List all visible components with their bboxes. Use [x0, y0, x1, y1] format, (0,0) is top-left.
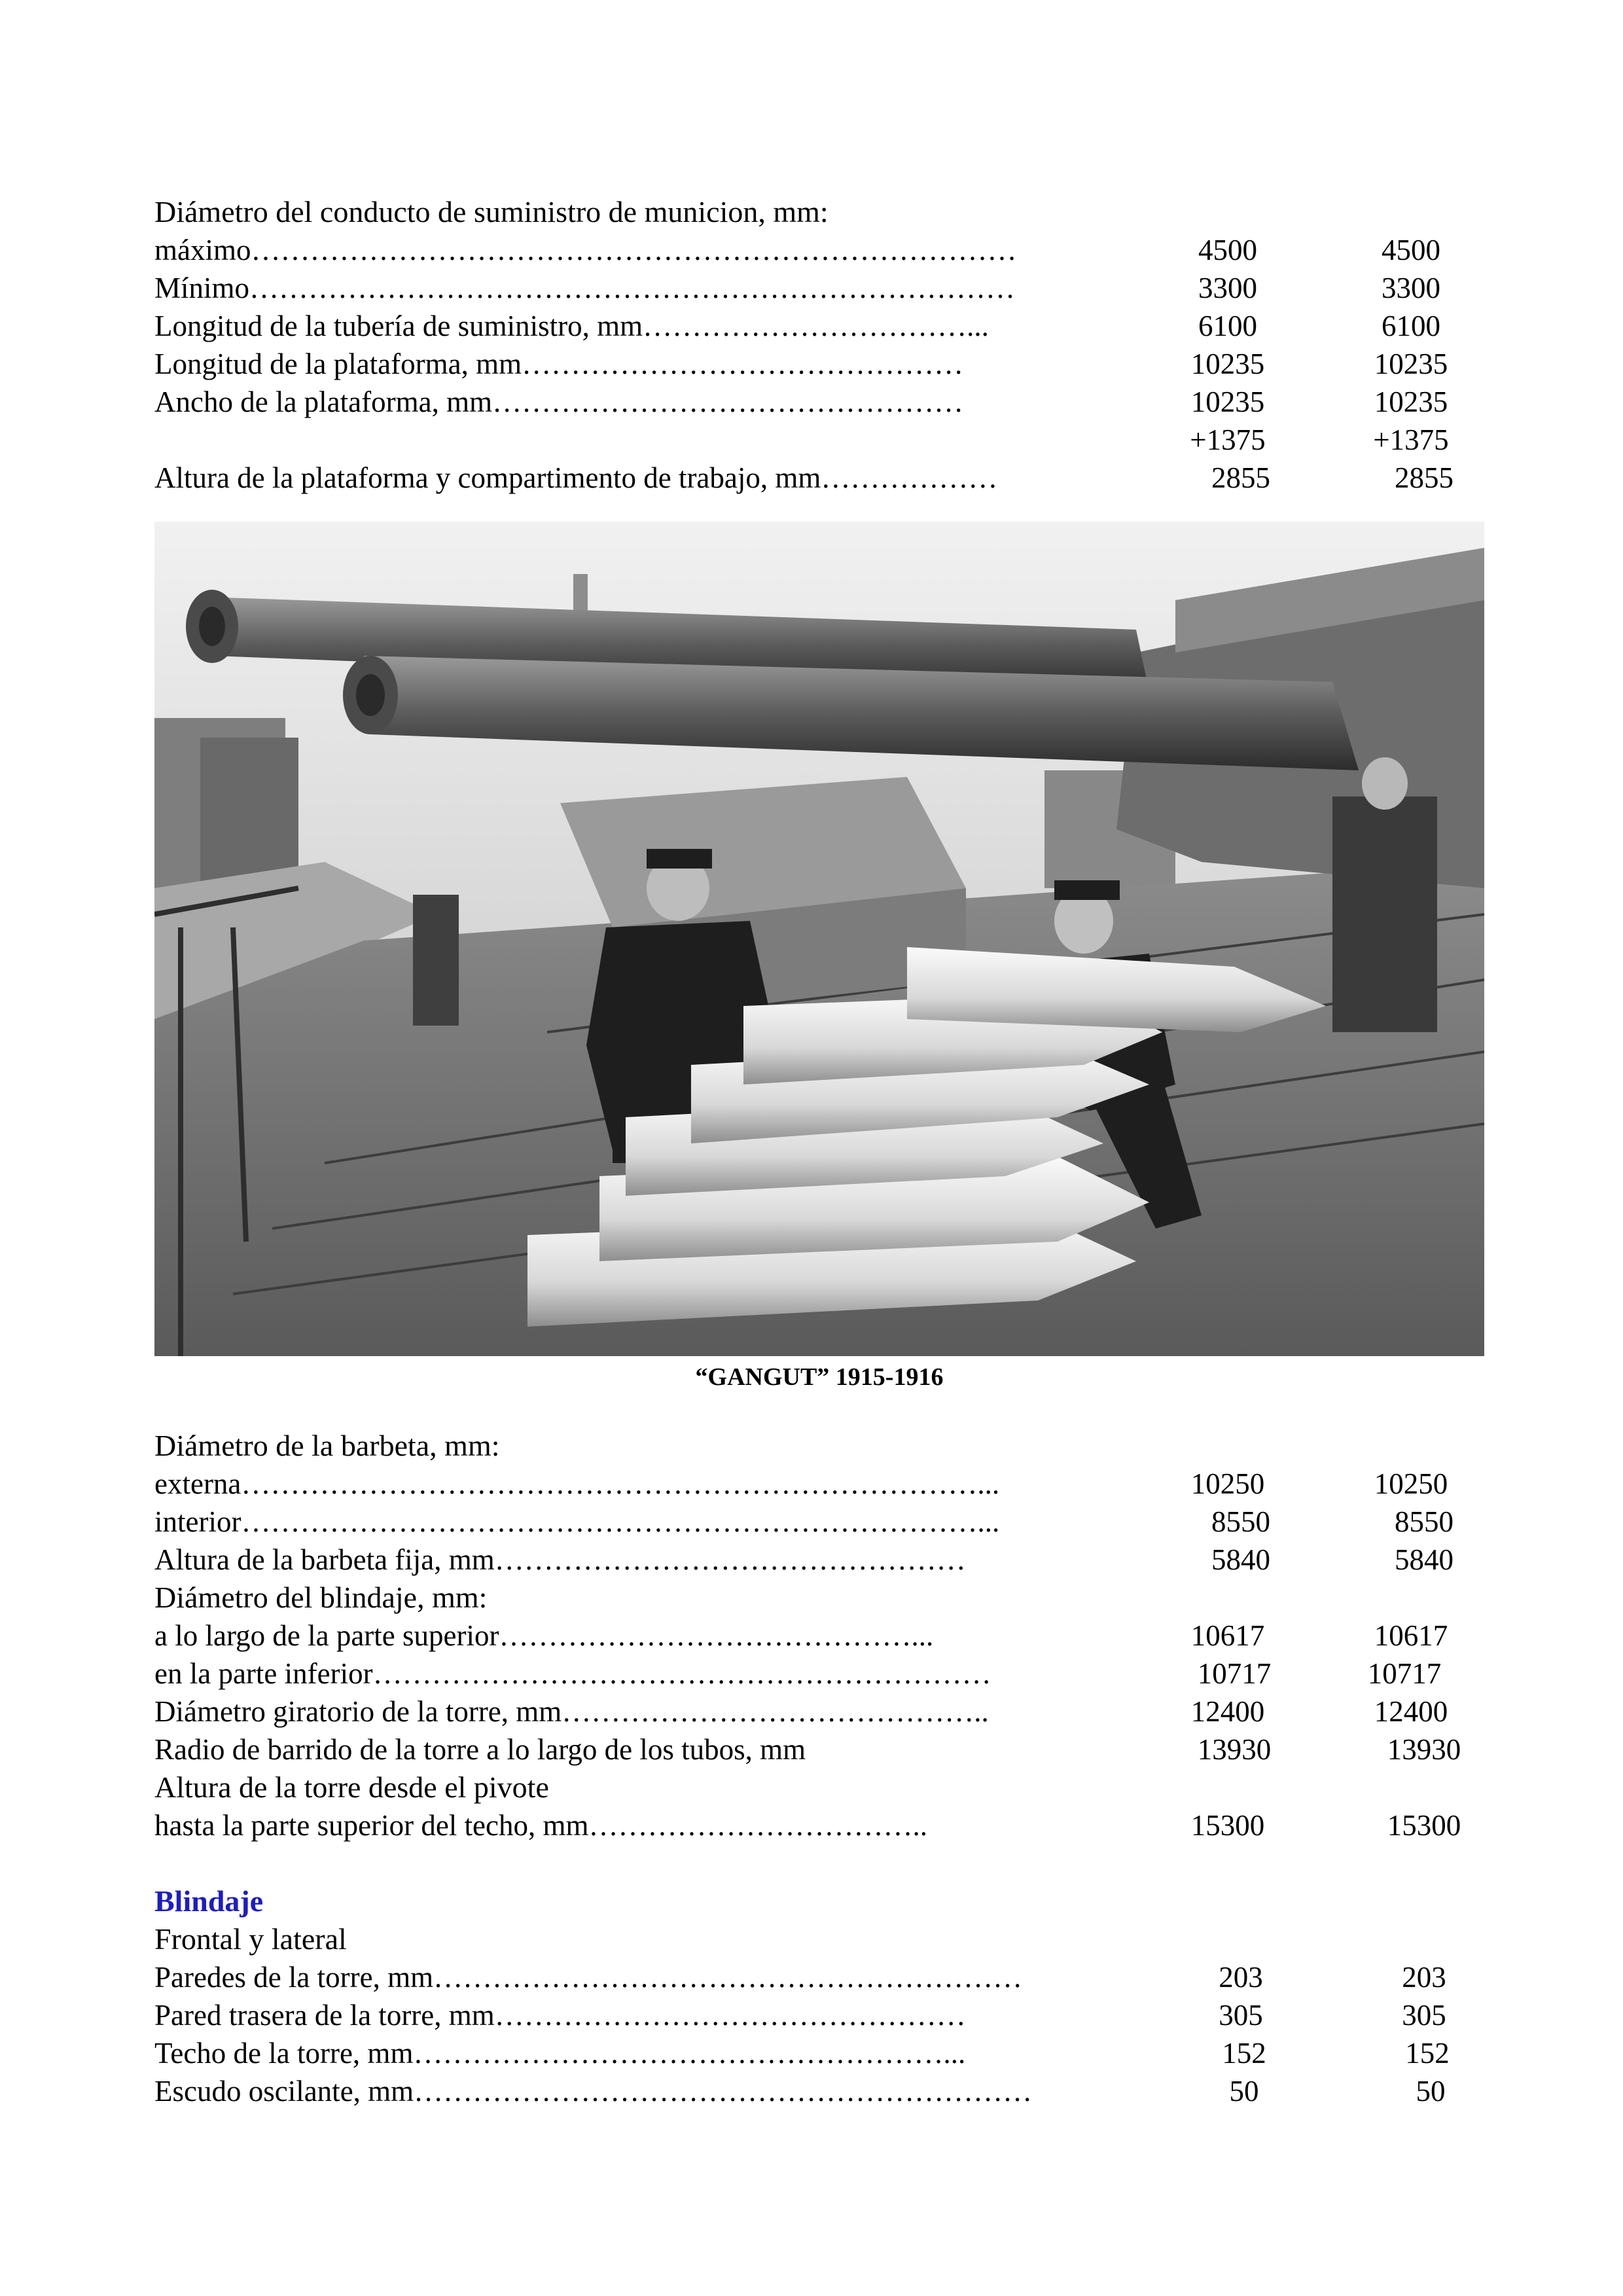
table-row [154, 1503, 1454, 1541]
value-col-1: 305 [1219, 1999, 1263, 2032]
table-row [154, 269, 1440, 307]
value-col-1: 10617 [1190, 1619, 1265, 1652]
value-col-2: 10717 [1367, 1657, 1442, 1690]
value-col-1: 10235 [1190, 386, 1265, 418]
row-label: a lo largo de la parte superior……………………………………... [154, 1619, 934, 1652]
value-col-1: 152 [1222, 2037, 1266, 2070]
row-label: Mínimo…………………………………………………………………… [154, 272, 1016, 304]
turret-height-heading: Altura de la torre desde el pivote [154, 1770, 549, 1804]
value-col-1: 8550 [1211, 1505, 1270, 1538]
value-col-2: 15300 [1387, 1809, 1461, 1842]
value-col-2: +1375 [1373, 423, 1449, 456]
armor-subtitle: Frontal y lateral [154, 1922, 347, 1956]
table-row [154, 383, 1448, 421]
table-row [154, 307, 1440, 345]
value-col-1: 15300 [1190, 1809, 1265, 1842]
armor-section-title: Blindaje [154, 1884, 264, 1918]
gangut-turret-photo [154, 522, 1484, 1356]
row-label: Diámetro giratorio de la torre, mm…………………………………….. [154, 1695, 989, 1728]
value-col-2: 4500 [1382, 234, 1440, 266]
value-col-1: 4500 [1198, 234, 1257, 266]
row-label: Paredes de la torre, mm…………………………………………………… [154, 1961, 1023, 1994]
table-row [154, 345, 1448, 383]
value-col-1: 10235 [1190, 348, 1265, 380]
table-row [154, 1731, 1461, 1768]
value-col-1: 2855 [1211, 461, 1270, 494]
value-col-2: 12400 [1374, 1695, 1448, 1728]
value-col-2: 6100 [1382, 310, 1440, 342]
row-label: externa…………………………………………………………………... [154, 1467, 1000, 1500]
value-col-2: 2855 [1395, 461, 1454, 494]
value-col-2: 13930 [1387, 1733, 1461, 1766]
table-row [154, 2072, 1446, 2110]
row-label: Radio de barrido de la torre a lo largo de los tubos, mm [154, 1733, 806, 1766]
value-col-2: 10617 [1374, 1619, 1448, 1652]
table-row [154, 1617, 1448, 1655]
value-col-1: 12400 [1190, 1695, 1265, 1728]
row-label: Longitud de la plataforma, mm……………………………………… [154, 348, 964, 380]
barbette-heading: Diámetro de la barbeta, mm: [154, 1429, 500, 1462]
value-col-1: 5840 [1211, 1543, 1270, 1576]
table-row [154, 421, 1449, 459]
value-col-2: 5840 [1395, 1543, 1454, 1576]
value-col-1: 10250 [1190, 1467, 1265, 1500]
photo-caption: “GANGUT” 1915-1916 [695, 1363, 944, 1391]
value-col-1: 10717 [1197, 1657, 1272, 1690]
row-label: Techo de la torre, mm………………………………………………... [154, 2037, 966, 2070]
table-row [154, 459, 1454, 497]
value-col-2: 3300 [1382, 272, 1440, 304]
value-col-2: 203 [1402, 1961, 1446, 1994]
table-row [154, 2034, 1450, 2072]
row-label: Altura de la plataforma y compartimento de trabajo, mm……………… [154, 461, 998, 494]
row-label: máximo…………………………………………………………………… [154, 234, 1017, 266]
row-label: en la parte inferior……………………………………………………… [154, 1657, 991, 1690]
table-row [154, 1693, 1448, 1731]
row-label: Longitud de la tubería de suministro, mm……………………………... [154, 310, 989, 342]
table-row [154, 1655, 1442, 1693]
table-row [154, 1541, 1454, 1579]
value-col-1: 203 [1219, 1961, 1263, 1994]
value-col-2: 305 [1402, 1999, 1446, 2032]
value-col-1: +1375 [1190, 423, 1266, 456]
table-row [154, 1958, 1446, 1996]
row-label: Ancho de la plataforma, mm………………………………………… [154, 386, 964, 418]
row-label: hasta la parte superior del techo, mm…………………………….. [154, 1809, 928, 1842]
value-col-2: 50 [1416, 2075, 1446, 2108]
value-col-1: 3300 [1198, 272, 1257, 304]
row-label: Pared trasera de la torre, mm………………………………………… [154, 1999, 966, 2032]
value-col-1: 13930 [1197, 1733, 1272, 1766]
munition-supply-heading: Diámetro del conducto de suministro de municion, mm: [154, 195, 829, 228]
value-col-2: 10235 [1374, 348, 1448, 380]
table-row [154, 1996, 1446, 2034]
value-col-1: 50 [1229, 2075, 1259, 2108]
value-col-1: 6100 [1198, 310, 1257, 342]
table-row [154, 1806, 1461, 1844]
value-col-2: 152 [1405, 2037, 1450, 2070]
row-label: Escudo oscilante, mm……………………………………………………… [154, 2075, 1033, 2108]
armor-diameter-heading: Diámetro del blindaje, mm: [154, 1581, 488, 1614]
value-col-2: 8550 [1395, 1505, 1454, 1538]
row-label: interior…………………………………………………………………... [154, 1505, 1000, 1538]
table-row [154, 1465, 1448, 1503]
table-row [154, 231, 1440, 269]
value-col-2: 10235 [1374, 386, 1448, 418]
value-col-2: 10250 [1374, 1467, 1448, 1500]
row-label: Altura de la barbeta fija, mm………………………………………… [154, 1543, 966, 1576]
